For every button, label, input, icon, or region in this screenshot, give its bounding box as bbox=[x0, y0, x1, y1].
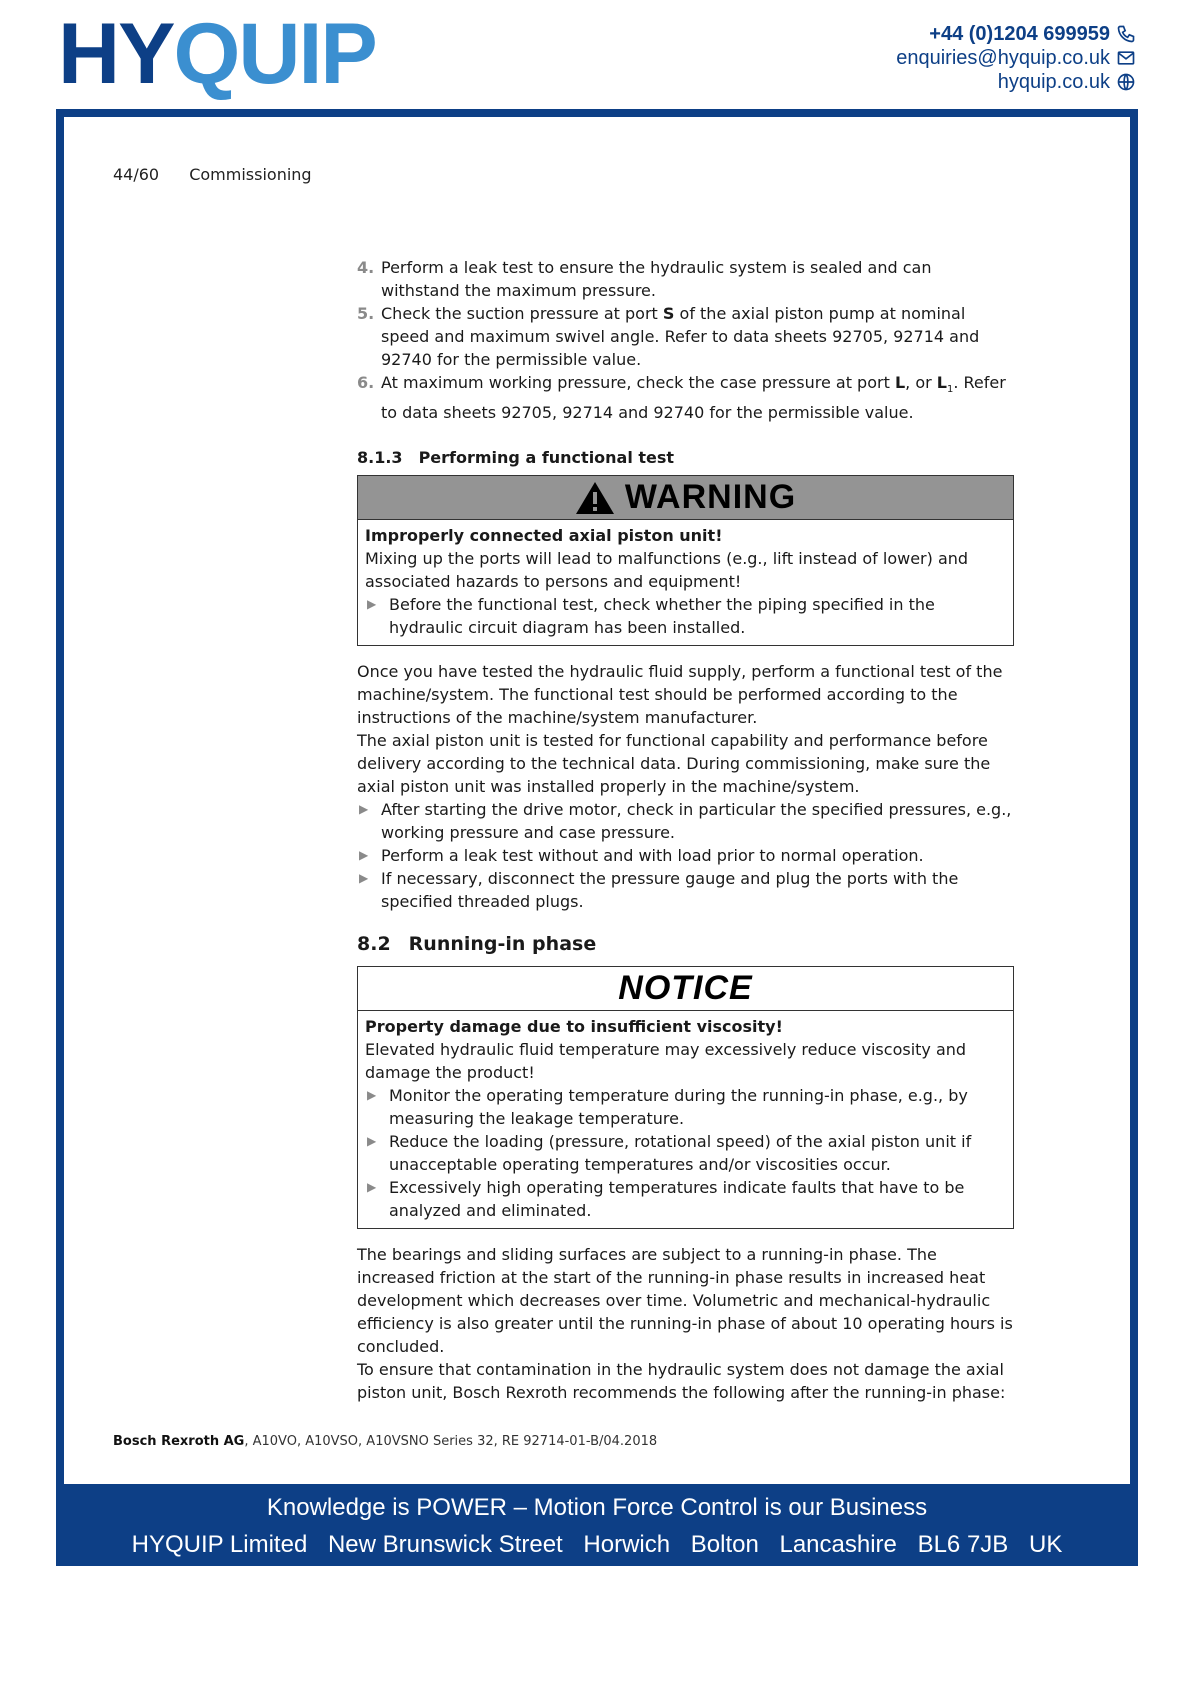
footer-slogan: Knowledge is POWER – Motion Force Control is our Business bbox=[266, 1494, 928, 1521]
address-part: New Brunswick Street bbox=[327, 1531, 563, 1558]
warning-label: WARNING bbox=[624, 478, 797, 517]
email-address[interactable]: enquiries@hyquip.co.uk bbox=[896, 46, 1110, 69]
phone-number[interactable]: +44 (0)1204 699959 bbox=[929, 22, 1110, 45]
functional-actions bbox=[357, 798, 1014, 913]
notice-label: NOTICE bbox=[618, 969, 753, 1008]
list-item bbox=[357, 371, 1014, 424]
mail-icon bbox=[1116, 48, 1136, 68]
action-text: Before the functional test, check whether the piping specified in the hydraulic circuit diagram has been installed. bbox=[389, 595, 935, 638]
list-item bbox=[365, 1084, 1006, 1130]
address-part: Horwich bbox=[583, 1531, 671, 1558]
address-part: HYQUIP Limited bbox=[131, 1531, 308, 1558]
website-link[interactable]: hyquip.co.uk bbox=[997, 70, 1110, 93]
address-part: Lancashire bbox=[779, 1531, 897, 1558]
logo-text-quip: QUIP bbox=[173, 6, 376, 102]
footer-document-ref: , A10VO, A10VSO, A10VSNO Series 32, RE 92714-01-B/04.2018 bbox=[244, 1434, 658, 1449]
arrow-bullet-icon: ▶ bbox=[359, 802, 369, 817]
paragraph: The bearings and sliding surfaces are subject to a running-in phase. The increased friction at the start of the running-in phase results in increased heat development which decreases over time. Volumetric and mechanical-hydraulic efficiency is also greater until the running-in phase of about 10 operating hours is concluded. bbox=[357, 1245, 1013, 1357]
port-subscript: 1 bbox=[946, 384, 954, 396]
step-text: Check the suction pressure at port bbox=[381, 304, 663, 323]
website-row[interactable] bbox=[896, 70, 1136, 94]
action-text: If necessary, disconnect the pressure gauge and plug the ports with the specified threaded plugs. bbox=[381, 869, 959, 912]
warning-header bbox=[358, 476, 1013, 520]
footer-company: Bosch Rexroth AG bbox=[113, 1434, 245, 1449]
port-label: L bbox=[894, 373, 906, 392]
logo-text-hy: HY bbox=[58, 6, 174, 102]
warning-heading: Improperly connected axial piston unit! bbox=[365, 526, 723, 546]
address-part: UK bbox=[1028, 1531, 1063, 1558]
running-head bbox=[113, 165, 312, 184]
port-label: L bbox=[936, 373, 947, 392]
page-number: 44/60 bbox=[113, 165, 160, 184]
contact-block bbox=[896, 22, 1136, 94]
notice-heading: Property damage due to insufficient viscosity! bbox=[365, 1017, 783, 1037]
action-text: Excessively high operating temperatures indicate faults that have to be analyzed and eliminated. bbox=[389, 1178, 965, 1221]
action-text: Monitor the operating temperature during the running-in phase, e.g., by measuring the leakage temperature. bbox=[389, 1086, 968, 1129]
section-heading bbox=[357, 933, 1014, 956]
globe-icon bbox=[1116, 72, 1136, 92]
notice-body bbox=[358, 1011, 1013, 1228]
list-item bbox=[365, 1176, 1006, 1222]
step-number: 4. bbox=[357, 258, 375, 277]
step-list bbox=[357, 256, 1014, 424]
notice-actions bbox=[365, 1084, 1006, 1222]
list-item bbox=[357, 302, 1014, 371]
step-text: Perform a leak test to ensure the hydraulic system is sealed and can withstand the maximum pressure. bbox=[381, 258, 932, 300]
notice-header bbox=[358, 967, 1013, 1011]
subsection-title: Performing a functional test bbox=[418, 448, 675, 468]
arrow-bullet-icon: ▶ bbox=[367, 597, 377, 612]
arrow-bullet-icon: ▶ bbox=[367, 1088, 377, 1103]
step-number: 6. bbox=[357, 373, 375, 392]
list-item bbox=[365, 1130, 1006, 1176]
step-text: , or bbox=[905, 373, 937, 392]
action-text: Reduce the loading (pressure, rotational speed) of the axial piston unit if unacceptable operating temperatures and/or viscosities occur. bbox=[389, 1132, 972, 1175]
action-text: Perform a leak test without and with load prior to normal operation. bbox=[381, 846, 924, 866]
footer-address bbox=[56, 1531, 1138, 1559]
functional-text bbox=[357, 660, 1014, 913]
chapter-title: Commissioning bbox=[189, 165, 312, 184]
step-text: of the axial piston pump at nominal speed and maximum swivel angle. Refer to data sheets 92705, 92714 and 92740 for the permissible value. bbox=[381, 304, 980, 369]
list-item bbox=[357, 844, 1014, 867]
subsection-number: 8.1.3 bbox=[357, 448, 403, 468]
list-item bbox=[357, 798, 1014, 844]
list-item bbox=[365, 593, 1006, 639]
address-part: BL6 7JB bbox=[917, 1531, 1009, 1558]
address-part: Bolton bbox=[690, 1531, 759, 1558]
arrow-bullet-icon: ▶ bbox=[359, 871, 369, 886]
list-item bbox=[357, 867, 1014, 913]
warning-text: Mixing up the ports will lead to malfunctions (e.g., lift instead of lower) and associated hazards to persons and equipment! bbox=[365, 549, 969, 592]
main-content bbox=[357, 256, 1014, 1404]
section-title: Running-in phase bbox=[408, 933, 597, 956]
action-text: After starting the drive motor, check in particular the specified pressures, e.g., working pressure and case pressure. bbox=[381, 800, 1012, 843]
list-item bbox=[357, 256, 1014, 302]
notice-box bbox=[357, 966, 1014, 1229]
step-number: 5. bbox=[357, 304, 375, 323]
step-text: . Refer to data sheets 92705, 92714 and 92740 for the permissible value. bbox=[381, 373, 1006, 423]
paragraph: To ensure that contamination in the hydraulic system does not damage the axial piston unit, Bosch Rexroth recommends the following after the running-in phase: bbox=[357, 1360, 1006, 1403]
phone-icon bbox=[1116, 24, 1136, 44]
phone-row[interactable] bbox=[896, 22, 1136, 46]
section-number: 8.2 bbox=[357, 933, 391, 956]
arrow-bullet-icon: ▶ bbox=[367, 1180, 377, 1195]
warning-box bbox=[357, 475, 1014, 646]
running-in-text bbox=[357, 1243, 1014, 1404]
email-row[interactable] bbox=[896, 46, 1136, 70]
hyquip-logo bbox=[58, 6, 376, 102]
warning-triangle-icon bbox=[575, 481, 615, 515]
arrow-bullet-icon: ▶ bbox=[367, 1134, 377, 1149]
step-text: At maximum working pressure, check the case pressure at port bbox=[381, 373, 895, 392]
port-label: S bbox=[662, 304, 675, 323]
arrow-bullet-icon: ▶ bbox=[359, 848, 369, 863]
document-footer bbox=[113, 1434, 657, 1449]
warning-actions bbox=[365, 593, 1006, 639]
notice-text: Elevated hydraulic fluid temperature may excessively reduce viscosity and damage the product! bbox=[365, 1040, 967, 1083]
paragraph: The axial piston unit is tested for functional capability and performance before delivery according to the technical data. During commissioning, make sure the axial piston unit was installed properly in the machine/system. bbox=[357, 731, 991, 797]
warning-body bbox=[358, 520, 1013, 645]
paragraph: Once you have tested the hydraulic fluid supply, perform a functional test of the machine/system. The functional test should be performed according to the instructions of the machine/system manufacturer. bbox=[357, 662, 1003, 728]
footer-band bbox=[56, 1484, 1138, 1566]
subsection-heading bbox=[357, 446, 1014, 469]
